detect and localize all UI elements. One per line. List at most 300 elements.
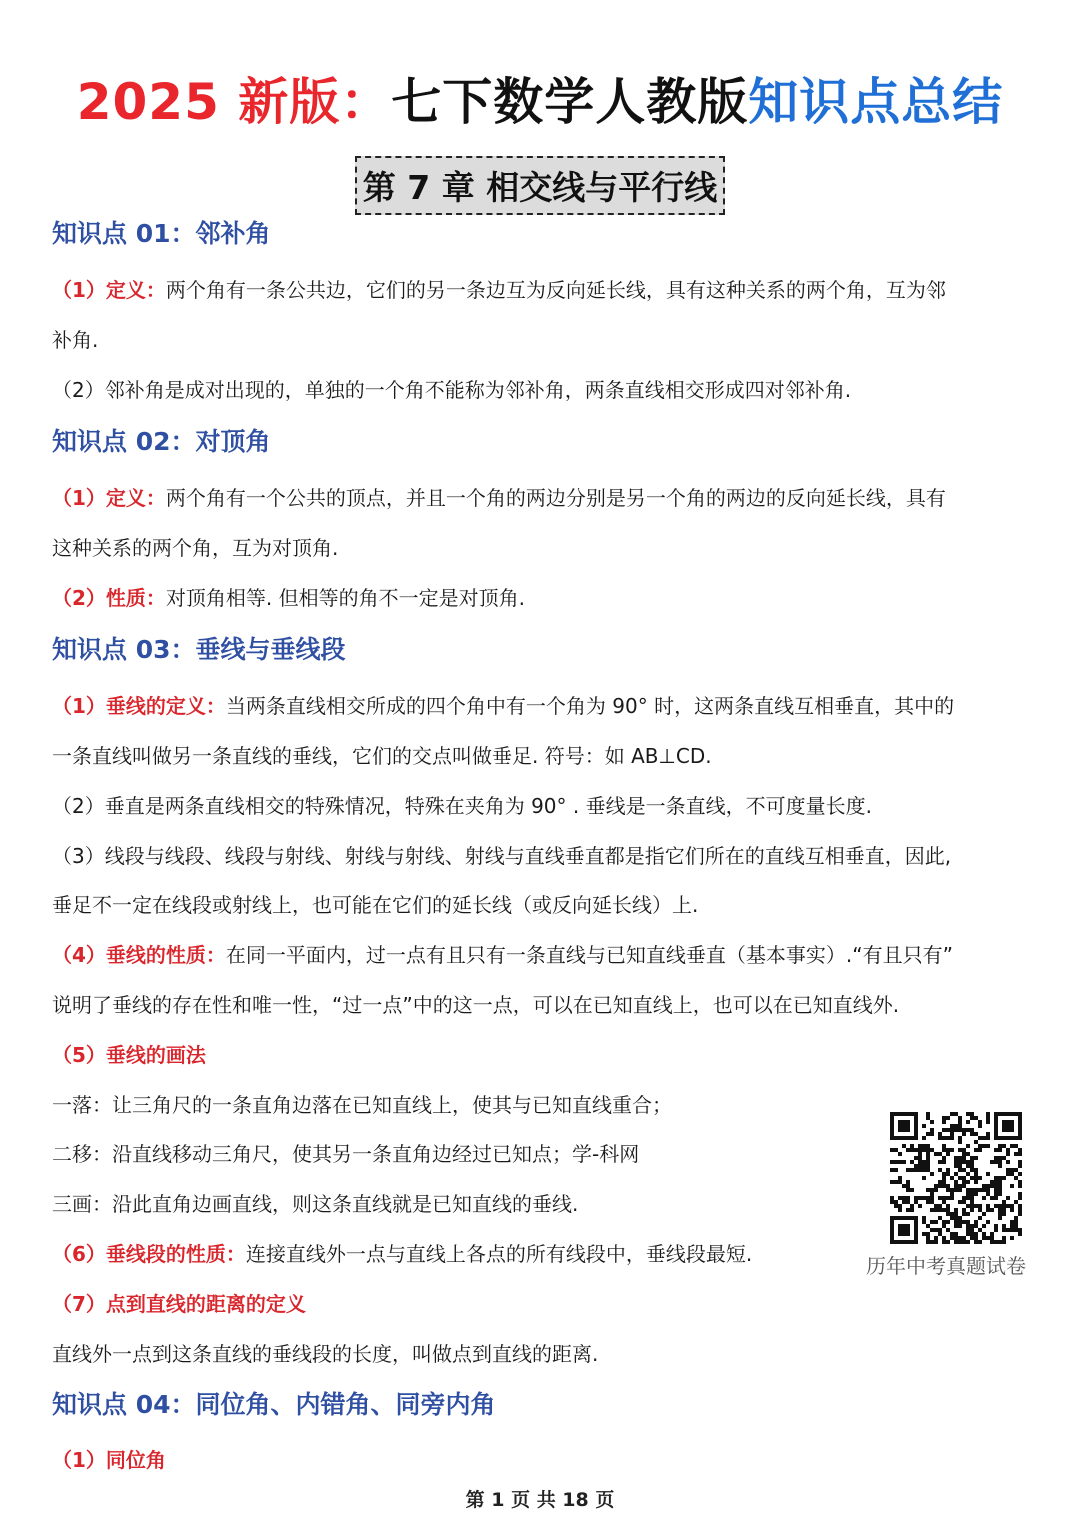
qr-module: [982, 1188, 986, 1192]
qr-module: [918, 1144, 922, 1148]
qr-module: [918, 1204, 922, 1208]
qr-module: [922, 1124, 926, 1128]
kp04-heading: 知识点 04：同位角、内错角、同旁内角: [52, 1390, 496, 1419]
qr-module: [958, 1168, 962, 1172]
qr-module: [990, 1196, 994, 1200]
qr-module: [954, 1184, 958, 1188]
kp02-definition: [52, 482, 946, 511]
qr-module: [998, 1240, 1002, 1244]
qr-module: [926, 1196, 930, 1200]
qr-module: [926, 1232, 930, 1236]
qr-module: [962, 1156, 966, 1160]
qr-module: [946, 1220, 950, 1224]
qr-module: [918, 1160, 922, 1164]
qr-module: [1002, 1156, 1006, 1160]
qr-caption: 历年中考真题试卷: [866, 1254, 1026, 1278]
qr-module: [974, 1192, 978, 1196]
qr-module: [918, 1152, 922, 1156]
qr-module: [918, 1164, 922, 1168]
qr-module: [962, 1128, 966, 1132]
qr-module: [954, 1128, 958, 1132]
qr-module: [986, 1120, 990, 1124]
qr-module: [906, 1188, 910, 1192]
qr-module: [966, 1152, 970, 1156]
qr-module: [934, 1184, 938, 1188]
qr-module: [922, 1164, 926, 1168]
qr-module: [966, 1212, 970, 1216]
qr-module: [938, 1208, 942, 1212]
kp03-seg-text: 连接直线外一点与直线上各点的所有线段中，垂线段最短.: [245, 1242, 753, 1266]
qr-module: [938, 1196, 942, 1200]
qr-module: [958, 1120, 962, 1124]
qr-module: [906, 1196, 910, 1200]
qr-module: [926, 1240, 930, 1244]
qr-module: [926, 1188, 930, 1192]
qr-module: [978, 1136, 982, 1140]
qr-module: [942, 1160, 946, 1164]
qr-module: [926, 1148, 930, 1152]
qr-module: [990, 1232, 994, 1236]
qr-module: [974, 1236, 978, 1240]
qr-module: [978, 1144, 982, 1148]
kp03-step3: 三画：沿此直角边画直线，则这条直线就是已知直线的垂线.: [52, 1192, 579, 1216]
qr-module: [974, 1224, 978, 1228]
qr-module: [1002, 1236, 1006, 1240]
qr-module: [962, 1180, 966, 1184]
qr-module: [918, 1148, 922, 1152]
qr-module: [970, 1128, 974, 1132]
qr-module: [1002, 1208, 1006, 1212]
qr-module: [926, 1152, 930, 1156]
qr-module: [954, 1188, 958, 1192]
qr-module: [946, 1212, 950, 1216]
qr-module: [970, 1112, 974, 1116]
kp03-step2: 二移：沿直线移动三角尺，使其另一条直角边经过已知点；学-科网: [52, 1142, 640, 1166]
chapter-title: 第 7 章 相交线与平行线: [355, 156, 725, 215]
qr-module: [1014, 1152, 1018, 1156]
qr-module: [966, 1172, 970, 1176]
qr-module: [1006, 1196, 1010, 1200]
qr-module: [966, 1164, 970, 1168]
qr-module: [902, 1196, 906, 1200]
qr-module: [978, 1240, 982, 1244]
qr-module: [946, 1136, 950, 1140]
qr-module: [926, 1116, 930, 1120]
qr-module: [942, 1196, 946, 1200]
qr-module: [986, 1144, 990, 1148]
kp03-definition: [52, 690, 954, 719]
qr-module: [942, 1116, 946, 1120]
qr-module: [942, 1220, 946, 1224]
qr-module: [902, 1184, 906, 1188]
qr-module: [954, 1172, 958, 1176]
qr-module: [970, 1224, 974, 1228]
kp03-def-label: （1）垂线的定义：: [52, 694, 226, 718]
kp03-def-text: 当两条直线相交所成的四个角中有一个角为 90° 时，这两条直线互相垂直，其中的: [225, 694, 955, 718]
qr-module: [998, 1184, 1002, 1188]
qr-module: [946, 1172, 950, 1176]
qr-module: [938, 1180, 942, 1184]
qr-module: [1010, 1236, 1014, 1240]
qr-module: [938, 1168, 942, 1172]
qr-module: [910, 1144, 914, 1148]
qr-module: [1018, 1180, 1022, 1184]
qr-module: [950, 1188, 954, 1192]
qr-module: [958, 1188, 962, 1192]
chapter-banner: [0, 156, 1080, 215]
kp03-def-text-cont: 一条直线叫做另一条直线的垂线，它们的交点叫做垂足. 符号：如 AB⊥CD.: [52, 744, 712, 768]
qr-module: [998, 1144, 1002, 1148]
qr-module: [950, 1176, 954, 1180]
qr-module: [974, 1168, 978, 1172]
qr-module: [970, 1160, 974, 1164]
qr-module: [898, 1204, 902, 1208]
qr-module: [998, 1204, 1002, 1208]
qr-module: [922, 1148, 926, 1152]
qr-module: [966, 1144, 970, 1148]
qr-module: [894, 1200, 898, 1204]
qr-module: [986, 1112, 990, 1116]
qr-module: [962, 1220, 966, 1224]
qr-module: [898, 1176, 902, 1180]
qr-module: [974, 1188, 978, 1192]
qr-module: [970, 1228, 974, 1232]
kp03-item3: （3）线段与线段、线段与射线、射线与射线、射线与直线垂直都是指它们所在的直线互相垂直，因此,: [52, 844, 952, 868]
kp01-def-text-cont: 补角.: [52, 328, 99, 352]
kp03-prop-label: （4）垂线的性质：: [52, 943, 226, 967]
qr-module: [974, 1116, 978, 1120]
qr-module: [922, 1196, 926, 1200]
qr-module: [898, 1208, 902, 1212]
qr-module: [946, 1188, 950, 1192]
qr-module: [922, 1176, 926, 1180]
qr-module: [890, 1200, 894, 1204]
qr-module: [926, 1112, 930, 1116]
kp01-heading: 知识点 01：邻补角: [52, 219, 271, 248]
qr-module: [894, 1160, 898, 1164]
kp03-segment-property: [52, 1238, 752, 1267]
qr-module: [974, 1204, 978, 1208]
qr-module: [966, 1204, 970, 1208]
qr-module: [1014, 1216, 1018, 1220]
qr-module: [986, 1188, 990, 1192]
qr-module: [994, 1156, 998, 1160]
qr-module: [974, 1240, 978, 1244]
qr-module: [918, 1168, 922, 1172]
kp01-item2: （2）邻补角是成对出现的，单独的一个角不能称为邻补角，两条直线相交形成四对邻补角.: [52, 378, 852, 402]
qr-module: [938, 1136, 942, 1140]
qr-module: [1018, 1212, 1022, 1216]
qr-module: [938, 1216, 942, 1220]
qr-module: [894, 1168, 898, 1172]
qr-module: [954, 1112, 958, 1116]
qr-module: [942, 1156, 946, 1160]
qr-module: [994, 1176, 998, 1180]
qr-module: [954, 1180, 958, 1184]
qr-module: [902, 1200, 906, 1204]
qr-module: [978, 1208, 982, 1212]
qr-module: [966, 1128, 970, 1132]
qr-module: [974, 1132, 978, 1136]
qr-module: [946, 1152, 950, 1156]
qr-module: [954, 1224, 958, 1228]
qr-module: [902, 1160, 906, 1164]
kp01-def-label: （1）定义：: [52, 278, 166, 302]
qr-module: [938, 1184, 942, 1188]
qr-module: [934, 1188, 938, 1192]
qr-module: [950, 1192, 954, 1196]
qr-module: [998, 1208, 1002, 1212]
qr-module: [982, 1232, 986, 1236]
qr-module: [998, 1160, 1002, 1164]
qr-module: [1006, 1204, 1010, 1208]
qr-module: [994, 1196, 998, 1200]
qr-module: [890, 1180, 894, 1184]
qr-module: [998, 1176, 1002, 1180]
qr-module: [958, 1216, 962, 1220]
qr-module: [986, 1192, 990, 1196]
qr-module: [962, 1148, 966, 1152]
qr-module: [946, 1116, 950, 1120]
qr-module: [890, 1148, 894, 1152]
qr-module: [1014, 1144, 1018, 1148]
qr-module: [958, 1224, 962, 1228]
qr-module: [950, 1136, 954, 1140]
qr-module: [1006, 1228, 1010, 1232]
qr-module: [946, 1184, 950, 1188]
qr-module: [978, 1228, 982, 1232]
qr-module: [958, 1156, 962, 1160]
qr-module: [946, 1148, 950, 1152]
qr-module: [986, 1204, 990, 1208]
qr-module: [990, 1180, 994, 1184]
qr-module: [934, 1220, 938, 1224]
qr-module: [922, 1168, 926, 1172]
qr-module: [990, 1184, 994, 1188]
qr-module: [982, 1224, 986, 1228]
qr-module: [970, 1204, 974, 1208]
qr-module: [966, 1220, 970, 1224]
qr-module: [962, 1196, 966, 1200]
qr-module: [910, 1168, 914, 1172]
qr-module: [922, 1220, 926, 1224]
qr-module: [906, 1208, 910, 1212]
qr-module: [974, 1140, 978, 1144]
qr-module: [926, 1200, 930, 1204]
qr-module: [938, 1160, 942, 1164]
qr-module: [958, 1236, 962, 1240]
qr-module: [1014, 1228, 1018, 1232]
qr-module: [946, 1240, 950, 1244]
qr-module: [994, 1160, 998, 1164]
qr-module: [922, 1160, 926, 1164]
qr-module: [930, 1192, 934, 1196]
qr-module: [954, 1160, 958, 1164]
qr-module: [958, 1128, 962, 1132]
qr-module: [998, 1212, 1002, 1216]
qr-module: [934, 1208, 938, 1212]
qr-module: [998, 1192, 1002, 1196]
qr-module: [950, 1216, 954, 1220]
qr-module: [962, 1212, 966, 1216]
qr-module: [966, 1192, 970, 1196]
qr-module: [954, 1212, 958, 1216]
qr-module: [922, 1232, 926, 1236]
qr-module: [974, 1172, 978, 1176]
qr-module: [1010, 1220, 1014, 1224]
page-number: 第 1 页 共 18 页: [465, 1489, 615, 1511]
qr-module: [930, 1128, 934, 1132]
qr-module: [978, 1148, 982, 1152]
title-summary: 知识点总结: [748, 73, 1004, 131]
qr-module: [938, 1204, 942, 1208]
qr-module: [994, 1204, 998, 1208]
qr-module: [986, 1184, 990, 1188]
qr-module: [942, 1236, 946, 1240]
qr-module: [1014, 1168, 1018, 1172]
qr-module: [986, 1172, 990, 1176]
qr-module: [970, 1176, 974, 1180]
qr-module: [926, 1160, 930, 1164]
qr-module: [994, 1224, 998, 1228]
qr-module: [1018, 1172, 1022, 1176]
qr-module: [942, 1144, 946, 1148]
qr-module: [918, 1196, 922, 1200]
qr-module: [950, 1132, 954, 1136]
qr-module: [926, 1224, 930, 1228]
kp03-distance-heading: [52, 1288, 306, 1317]
qr-module: [906, 1168, 910, 1172]
kp03-prop-text: 在同一平面内，过一点有且只有一条直线与已知直线垂直（基本事实）.“有且只有”: [225, 943, 954, 967]
qr-module: [914, 1148, 918, 1152]
qr-module: [942, 1148, 946, 1152]
qr-module: [950, 1236, 954, 1240]
qr-module: [942, 1176, 946, 1180]
qr-module: [962, 1184, 966, 1188]
qr-module: [974, 1220, 978, 1224]
document-title: [0, 62, 1080, 134]
qr-module: [982, 1144, 986, 1148]
qr-module: [970, 1164, 974, 1168]
qr-module: [986, 1208, 990, 1212]
qr-module: [974, 1232, 978, 1236]
qr-module: [950, 1196, 954, 1200]
qr-module: [966, 1196, 970, 1200]
qr-code[interactable]: [890, 1112, 1022, 1244]
qr-module: [958, 1240, 962, 1244]
qr-module: [974, 1180, 978, 1184]
qr-module: [962, 1132, 966, 1136]
qr-module: [1006, 1172, 1010, 1176]
qr-module: [986, 1136, 990, 1140]
qr-module: [978, 1120, 982, 1124]
kp02-def-text-cont: 这种关系的两个角，互为对顶角.: [52, 536, 339, 560]
qr-module: [922, 1136, 926, 1140]
qr-module: [1014, 1224, 1018, 1228]
qr-module: [986, 1132, 990, 1136]
qr-module: [926, 1168, 930, 1172]
qr-module: [998, 1188, 1002, 1192]
qr-module: [958, 1200, 962, 1204]
qr-module: [970, 1232, 974, 1236]
kp02-prop-label: （2）性质：: [52, 586, 166, 610]
kp03-property: [52, 939, 953, 968]
qr-module: [954, 1164, 958, 1168]
qr-module: [962, 1168, 966, 1172]
qr-module: [958, 1124, 962, 1128]
qr-module: [914, 1164, 918, 1168]
qr-module: [1018, 1196, 1022, 1200]
qr-module: [902, 1144, 906, 1148]
kp03-distance-text: 直线外一点到这条直线的垂线段的长度，叫做点到直线的距离.: [52, 1342, 599, 1366]
qr-module: [906, 1200, 910, 1204]
qr-module: [942, 1240, 946, 1244]
qr-module: [954, 1236, 958, 1240]
qr-module: [1002, 1212, 1006, 1216]
qr-module: [1018, 1232, 1022, 1236]
kp03-item2: （2）垂直是两条直线相交的特殊情况，特殊在夹角为 90° . 垂线是一条直线，不可度量长度.: [52, 794, 872, 818]
qr-module: [966, 1224, 970, 1228]
qr-module: [982, 1196, 986, 1200]
qr-module: [950, 1112, 954, 1116]
qr-module: [958, 1160, 962, 1164]
qr-module: [958, 1176, 962, 1180]
qr-module: [1018, 1204, 1022, 1208]
qr-module: [942, 1120, 946, 1124]
qr-module: [942, 1224, 946, 1228]
qr-module: [958, 1116, 962, 1120]
qr-module: [962, 1240, 966, 1244]
qr-module: [942, 1172, 946, 1176]
kp03-prop-text-cont: 说明了垂线的存在性和唯一性，“过一点”中的这一点，可以在已知直线上，也可以在已知直线外.: [52, 993, 900, 1017]
qr-module: [938, 1132, 942, 1136]
qr-module: [930, 1132, 934, 1136]
qr-module: [958, 1220, 962, 1224]
qr-module: [966, 1180, 970, 1184]
qr-module: [998, 1164, 1002, 1168]
qr-module: [962, 1236, 966, 1240]
qr-module: [942, 1136, 946, 1140]
qr-module: [946, 1128, 950, 1132]
qr-module: [930, 1172, 934, 1176]
qr-module: [930, 1200, 934, 1204]
qr-module: [978, 1216, 982, 1220]
qr-module: [958, 1136, 962, 1140]
qr-module: [890, 1160, 894, 1164]
kp02-heading: 知识点 02：对顶角: [52, 427, 271, 456]
qr-module: [954, 1208, 958, 1212]
qr-module: [1002, 1204, 1006, 1208]
qr-module: [998, 1216, 1002, 1220]
kp02-def-text: 两个角有一个公共的顶点，并且一个角的两边分别是另一个角的两边的反向延长线，具有: [165, 486, 946, 510]
qr-module: [1006, 1148, 1010, 1152]
qr-module: [938, 1228, 942, 1232]
qr-module: [994, 1148, 998, 1152]
qr-module: [994, 1240, 998, 1244]
qr-module: [894, 1204, 898, 1208]
qr-module: [1018, 1192, 1022, 1196]
qr-module: [950, 1212, 954, 1216]
qr-module: [974, 1156, 978, 1160]
qr-module: [974, 1176, 978, 1180]
kp04-item1-label: （1）同位角: [52, 1448, 166, 1472]
qr-module: [906, 1180, 910, 1184]
qr-module: [1018, 1208, 1022, 1212]
kp02-property: [52, 582, 525, 611]
qr-module: [950, 1232, 954, 1236]
qr-module: [982, 1236, 986, 1240]
qr-module: [922, 1216, 926, 1220]
